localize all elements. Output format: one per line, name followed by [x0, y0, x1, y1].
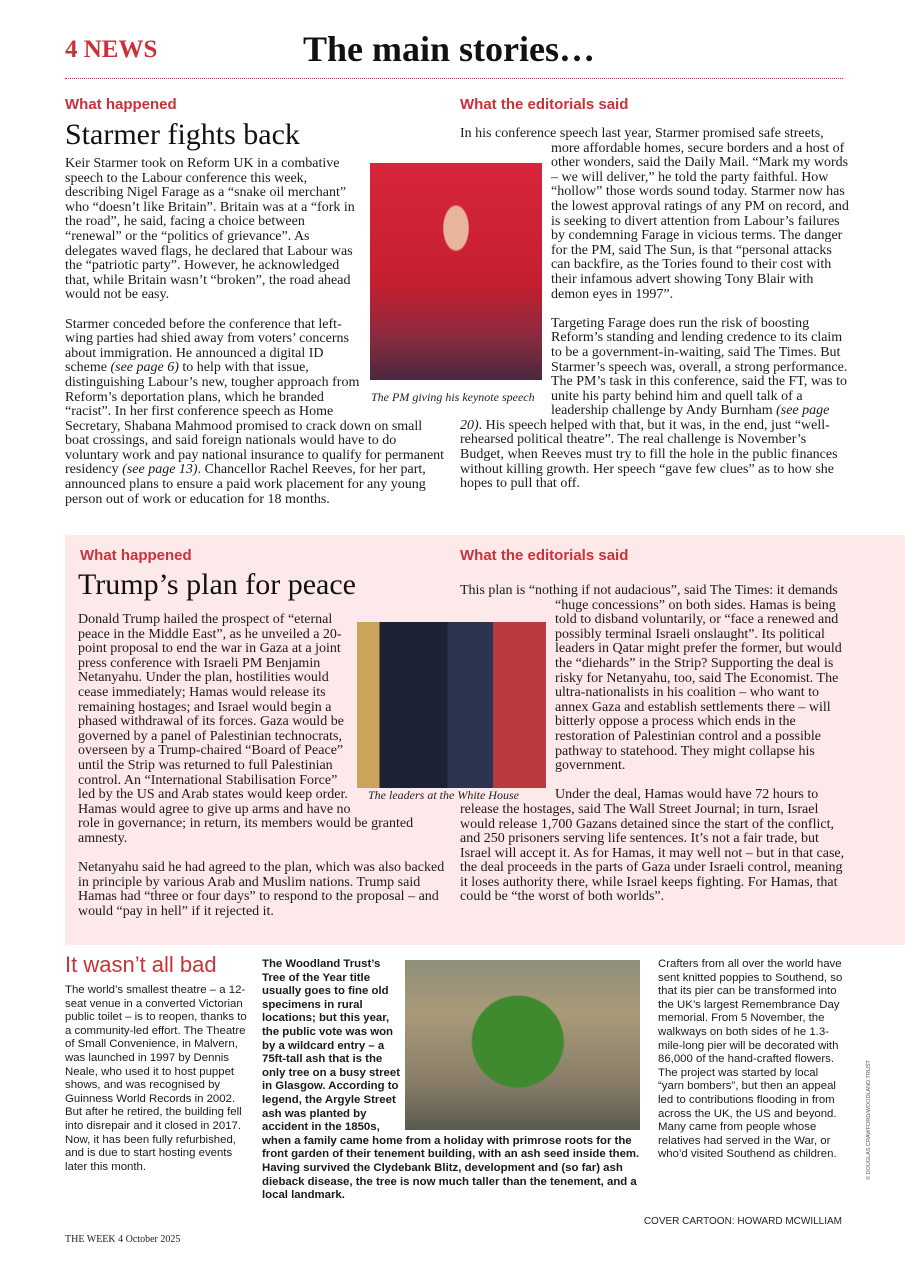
paragraph: Donald Trump hailed the prospect of “eternal peace in the Middle East”, as he unveiled a 20-point proposal to end the war in Gaza at a joint press conference with Israeli PM Benjamin Netanyahu. Under the plan, hostilities would cease immediately; Hamas would release its remaining hostages; and Israel would begin a phased withdrawal of its forces. Gaza would be governed by a panel of Palestinian technocrats, overseen by a Trump-chaired “Board of Peace” until the Strip was returned to full Palestinian control. An “International Stabilisation Force” led by the US and Arab states would keep order. Hamas would agree to give up arms and have no role in governance; in return, its members would be granted amnesty. [78, 612, 414, 846]
photo-caption: The PM giving his keynote speech [371, 390, 535, 404]
paragraph: Targeting Farage does run the risk of boosting Reform’s standing and lending credence to its claim to be a government-in-waiting, said The Times. But Starmer’s speech was, overall, a strong performance. The PM’s task in this conference, said the FT, was to unite his party behind him and quell talk of a leadership challenge by Andy Burnham (see page 20). His speech helped with that, but it was, in the end, just “well-rehearsed political theatre”. The real challenge is November’s Budget, when Reeves must try to fill the hole in the public finances without killing growth. Her speech “gave few clues” as to how she hopes to pull that off. [460, 315, 848, 492]
page-title: The main stories… [303, 29, 595, 69]
good-news-heading: It wasn’t all bad [65, 952, 217, 977]
photo-caption: The leaders at the White House [368, 788, 519, 802]
good-news-poppies: Crafters from all over the world have sent knitted poppies to Southend, so that its pier can be transformed into the UK’s largest Remembrance Day memorial. From 5 November, the walkways on both sides of he 1.3-mile-long pier will be decorated with 86,000 of the hand-crafted flowers. The project was started by local “yarn bombers”, but then an appeal led to contributions flooding in from across the UK, the US and beyond. Many came from people whose relatives had served in the War, or who’d visited Southend as children. [658, 958, 843, 1161]
kicker-what-happened: What happened [65, 96, 177, 113]
paragraph: Keir Starmer took on Reform UK in a combative speech to the Labour conference this week, describing Nigel Farage as a “snake oil merchant” who “doesn’t like Britain”. Britain was at a “fork in the road”, he said, facing a choice between “renewal” or the “politics of grievance”. As delegates waved flags, he declared that Labour was the “patriotic party”. However, he acknowledged that, while Britain wasn’t “broken”, the road ahead would not be easy. [65, 156, 355, 303]
photo-glasgow-ash-tree [405, 960, 640, 1130]
headline-starmer: Starmer fights back [65, 118, 300, 151]
headline-trump: Trump’s plan for peace [78, 568, 356, 601]
kicker-editorials: What the editorials said [460, 96, 629, 113]
good-news-theatre: The world’s smallest theatre – a 12-seat venue in a converted Victorian public toilet – is to reopen, thanks to a community-led effort. The Theatre of Small Convenience, in Malvern, was launched in 1997 by Dennis Neale, who used it to host puppet shows, and was recognised by Guinness World Records in 2002. But after he retired, the building fell into disrepair and it closed in 2017. Now, it has been fully refurbished, and is due to start hosting events later this month. [65, 984, 247, 1173]
kicker-editorials: What the editorials said [460, 547, 629, 564]
paragraph: Starmer conceded before the conference that left-wing parties had shied away from voters’ concerns about immigration. He announced a digital ID scheme (see page 6) to help with that issue, distinguishing Labour’s new, tougher approach from Reform’s deportation plans, which he branded “racist”. In her first conference speech as Home Secretary, Shabana Mahmood promised to crack down on small boat crossings, and said foreign nationals would have to do voluntary work and pay national insurance to qualify for permanent residency (see page 13). Chancellor Rachel Reeves, for her part, announced plans to ensure a paid work placement for any young person out of work or education for 18 months. [65, 316, 445, 507]
paragraph: In his conference speech last year, Starmer promised safe streets, more affordable homes, secure borders and a host of other wonders, said the Daily Mail. “Mark my words – we will deliver,” he told the party faithful. How “hollow” those words sound today. Starmer now has the lowest approval ratings of any PM on record, and is seeking to divert attention from Labour’s failures by condemning Farage in vicious terms. The danger for the PM, said The Sun, is that “personal attacks can backfire, as the Tories found to their cost with their infamous advert showing Tony Blair with demon eyes in 1997”. [460, 126, 849, 302]
page-number: 4 NEWS [65, 36, 158, 63]
photo-credit: © DOUGLAS CRAWFORD/WOODLAND TRUST [866, 1060, 872, 1180]
good-news-tree: The Woodland Trust’s Tree of the Year title usually goes to fine old specimens in rural locations; but this year, the public vote was won by a wildcard entry – a 75ft-tall ash that is the only tree on a busy street in Glasgow. According to legend, the Argyle Street ash was planted by accident in the 1850s, when a family came home from a holiday with primrose roots for the front garden of their tenement building, with an ash seed inside them. Having survived the Clydebank Blitz, development and (so far) ash dieback disease, the tree is now much taller than the tenement, and a local landmark. [262, 958, 640, 1202]
kicker-what-happened: What happened [80, 547, 192, 564]
starmer-editorials-text [460, 127, 850, 506]
paragraph: Under the deal, Hamas would have 72 hours to release the hostages, said The Wall Street Journal; in turn, Israel would release 1,700 Gazans detained since the start of the conflict, and 250 prisoners serving life sentences. It’s not a fair trade, but Israel will accept it. As for Hamas, it may well not – but in that case, the deal proceeds in the parts of Gaza under Israeli control, meaning it loses authority there, while Israel keeps fighting. For Hamas, that could be “the worst of both worlds”. [460, 787, 845, 905]
divider [65, 78, 843, 79]
cover-credit: COVER CARTOON: HOWARD MCWILLIAM [643, 1216, 842, 1227]
trump-editorials-text [460, 584, 850, 920]
footer: THE WEEK 4 October 2025 [65, 1234, 181, 1245]
paragraph: This plan is “nothing if not audacious”, said The Times: it demands “huge concessions” on both sides. Hamas is being told to disband voluntarily, or “face a renewed and possibly terminal Israeli onslaught”. Its political leaders in Qatar might prefer the former, but would the “diehards” in the Strip? Supporting the deal is risky for Netanyahu, too, said The Economist. The ultra-nationalists in his coalition – who want to annex Gaza and establish settlements there – will bitterly oppose a process which ends in the restoration of Palestinian control and a possible pathway to statehood. They might collapse his government. [460, 583, 842, 774]
paragraph: Netanyahu said he had agreed to the plan, which was also backed in principle by various Arab and Muslim nations. Trump said Hamas had “three or four days” to respond to the proposal – and would “pay in hell” if it rejected it. [78, 860, 445, 919]
